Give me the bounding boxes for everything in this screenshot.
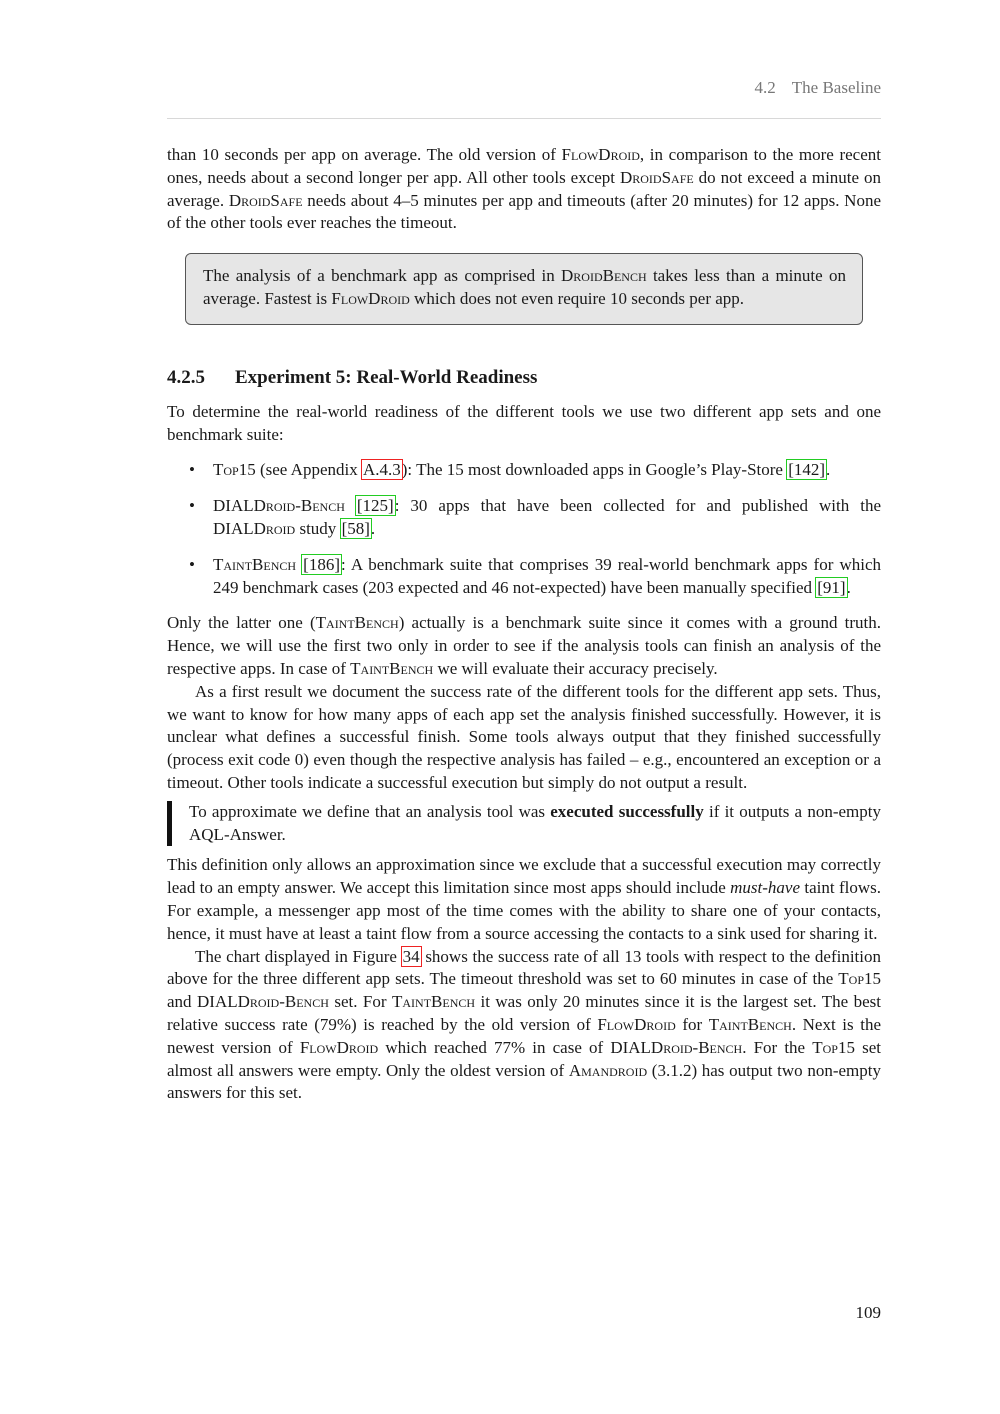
text: . xyxy=(370,518,376,538)
header-section-title: The Baseline xyxy=(791,78,881,97)
summary-callout-box xyxy=(185,253,863,325)
text: set almost all answers were empty. Only the oldest version of xyxy=(167,1037,882,1080)
text: do not exceed a minute on average. xyxy=(167,167,881,210)
list-item xyxy=(167,459,881,482)
paragraph-ground-truth xyxy=(167,612,881,680)
app-set-list xyxy=(167,459,881,599)
text: ): The 15 most downloaded apps in Google’s Play-Store xyxy=(401,460,788,480)
text: which reached 77% in case of xyxy=(378,1037,611,1057)
subsection-number: 4.2.5 xyxy=(167,366,205,388)
tool-name: TaintBench xyxy=(350,658,434,678)
text: . xyxy=(846,577,851,597)
text: Only the latter one ( xyxy=(167,613,316,633)
emphasis-italic: must-have xyxy=(730,878,801,898)
text: This definition only allows an approximation since we exclude that a successful execution may correctly lead to an empty answer. We accept this limitation since most apps should include xyxy=(167,855,881,898)
tool-name: DIALDroid xyxy=(213,518,296,538)
text: which does not even require 10 seconds per app. xyxy=(409,288,745,308)
app-set-name: TaintBench xyxy=(391,992,476,1012)
text: The chart displayed in Figure xyxy=(195,946,402,966)
citation-link[interactable]: [186] xyxy=(303,554,340,574)
text: , in comparison to the more recent ones, needs about a second longer per app. All other tools except xyxy=(167,145,881,187)
text: needs about 4–5 minutes per app and timeouts (after 20 minutes) for 12 apps. None of the other tools ever reaches the timeout. xyxy=(167,190,881,233)
bullet-marker: • xyxy=(189,496,195,516)
paragraph-chart-description xyxy=(167,946,881,1106)
text: (see Appendix xyxy=(255,460,362,480)
citation-link[interactable]: [91] xyxy=(817,577,846,597)
text: . For the xyxy=(742,1037,813,1057)
tool-name: FlowDroid xyxy=(299,1037,379,1057)
app-set-name: Top15 xyxy=(213,460,256,480)
tool-name: FlowDroid xyxy=(597,1014,676,1034)
tool-name: FlowDroid xyxy=(561,145,640,164)
header-rule xyxy=(167,118,881,119)
paragraph-timing xyxy=(167,144,881,235)
running-header xyxy=(755,78,881,98)
tool-name: DroidBench xyxy=(561,266,647,286)
text: (3.1.2) has output two non-empty answers for this set. xyxy=(167,1060,881,1103)
header-section-number: 4.2 xyxy=(754,78,776,97)
citation-link[interactable]: [142] xyxy=(788,460,826,480)
page-number: 109 xyxy=(855,1303,881,1322)
list-item xyxy=(167,495,881,541)
app-set-name: DIALDroid-Bench xyxy=(197,992,329,1012)
tool-name: Amandroid xyxy=(568,1060,648,1080)
app-set-name: Top15 xyxy=(812,1037,855,1057)
emphasis-bold: executed successfully xyxy=(550,801,704,821)
tool-name: TaintBench xyxy=(315,613,399,633)
definition-note xyxy=(167,801,881,847)
text: . Next is the newest version of xyxy=(167,1014,881,1057)
text: shows the success rate of all 13 tools with respect to the definition above for the three different app sets. The timeout threshold was set to 60 minutes in case of the xyxy=(167,946,881,989)
list-item xyxy=(167,554,881,600)
paragraph-intro: To determine the real-world readiness of the different tools we use two different app sets and one benchmark suite: xyxy=(167,401,881,444)
text: than 10 seconds per app on average. The old version of xyxy=(167,145,562,164)
text: if it outputs a non-empty AQL-Answer. xyxy=(189,801,881,844)
text: takes less than a minute on average. Fastest is xyxy=(203,266,846,308)
text: and xyxy=(167,992,197,1012)
figure-link[interactable]: 34 xyxy=(402,946,420,966)
bullet-marker: • xyxy=(189,554,195,574)
subsection-heading xyxy=(167,366,881,390)
text: : 30 apps that have been collected for and published with the xyxy=(394,496,881,516)
appendix-link[interactable]: A.4.3 xyxy=(362,460,401,480)
text: ) actually is a benchmark suite since it comes with a ground truth. Hence, we will use the first two only in order to see if the analysis tools can finish an analysis of the respective apps. In case of xyxy=(167,613,881,678)
body-text xyxy=(167,144,881,1105)
text: set. For xyxy=(328,992,392,1012)
text: . xyxy=(826,460,831,480)
text xyxy=(345,496,356,515)
subsection-title: Experiment 5: Real-World Readiness xyxy=(235,366,538,388)
app-set-name: DIALDroid-Bench xyxy=(213,496,345,516)
text: it was only 20 minutes since it is the largest set. The best relative success rate (79%) is reached by the old version of xyxy=(167,992,881,1034)
text: taint flows. For example, a messenger app most of the time comes with the ability to share one of your contacts, hence, it must have at least a taint flow from a source accessing the contacts to a sink used for sharing it. xyxy=(167,878,881,943)
app-set-name: TaintBench xyxy=(708,1014,792,1034)
paragraph-success-rate: As a first result we document the success rate of the different tools for the different app sets. Thus, we want to know for how many apps of each app set the analysis finished successfully. However, it is unclear what defines a successful finish. Some tools always output that they finished successfully (process exit code 0) even though the respective analysis has failed – e.g., encountered an exception or a timeout. Other tools indicate a successful execution but simply do not output a result. xyxy=(167,681,881,792)
app-set-name: TaintBench xyxy=(213,554,297,574)
paragraph-limitation xyxy=(167,854,881,945)
citation-link[interactable]: [125] xyxy=(356,496,394,516)
tool-name: DroidSafe xyxy=(228,190,303,210)
text: we will evaluate their accuracy precisely. xyxy=(433,658,718,678)
tool-name: DroidSafe xyxy=(619,167,694,187)
citation-link[interactable]: [58] xyxy=(341,518,370,538)
tool-name: FlowDroid xyxy=(331,288,410,308)
app-set-name: DIALDroid-Bench xyxy=(610,1037,743,1057)
text: To approximate we define that an analysis tool was xyxy=(189,801,551,821)
bullet-marker: • xyxy=(189,460,195,480)
text: The analysis of a benchmark app as comprised in xyxy=(203,266,562,286)
text: for xyxy=(675,1014,709,1034)
app-set-name: Top15 xyxy=(838,969,881,989)
text: : A benchmark suite that comprises 39 real-world benchmark apps for which 249 benchmark cases (203 expected and 46 not-expected) have been manually specified xyxy=(213,554,881,597)
text: study xyxy=(295,518,341,538)
